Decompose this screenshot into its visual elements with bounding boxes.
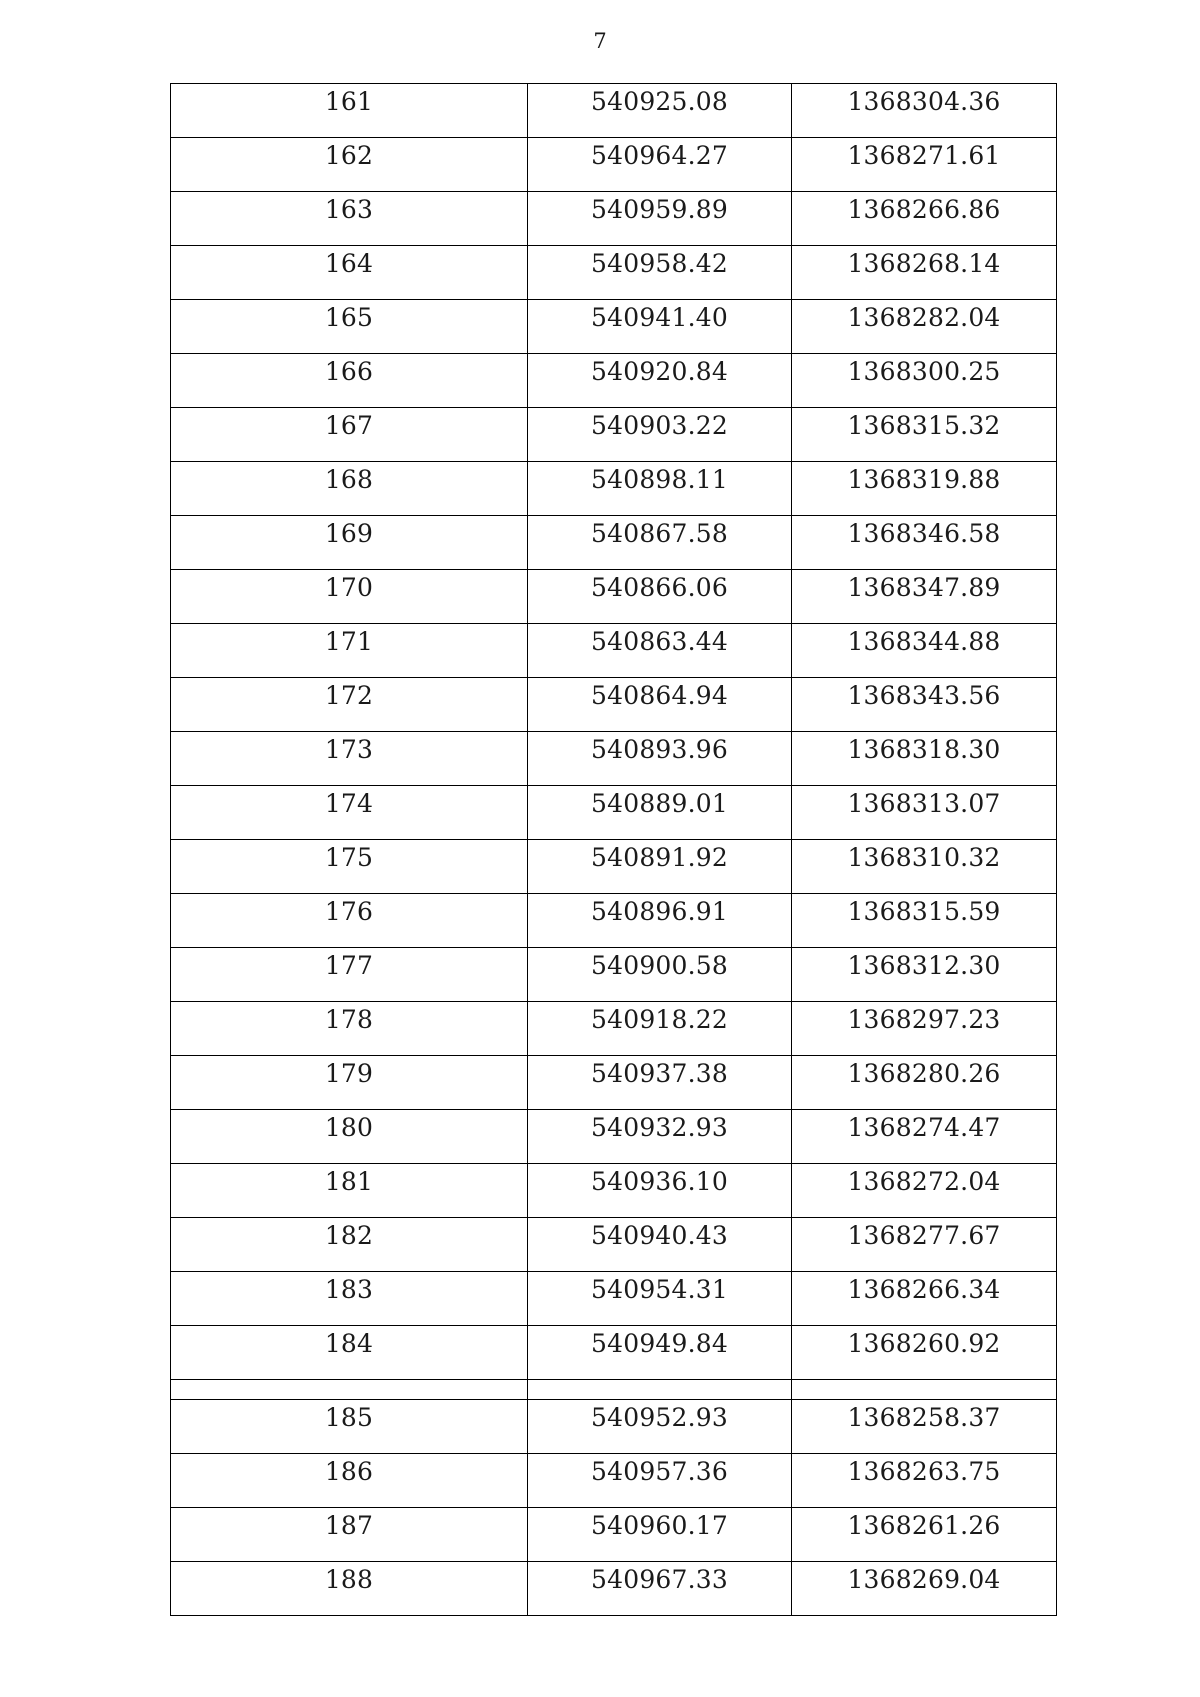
x-coordinate-cell: 540932.93 [528, 1110, 792, 1164]
x-coordinate-cell: 540900.58 [528, 948, 792, 1002]
y-coordinate-cell: 1368261.26 [792, 1508, 1057, 1562]
table-row [171, 1218, 1057, 1272]
point-number-cell: 181 [171, 1164, 528, 1218]
point-number-cell: 183 [171, 1272, 528, 1326]
table-row [171, 246, 1057, 300]
empty-cell [171, 1380, 528, 1400]
x-coordinate-cell: 540967.33 [528, 1562, 792, 1616]
y-coordinate-cell: 1368312.30 [792, 948, 1057, 1002]
point-number-cell: 167 [171, 408, 528, 462]
table-row [171, 300, 1057, 354]
point-number-cell: 172 [171, 678, 528, 732]
table-row [171, 1056, 1057, 1110]
x-coordinate-cell: 540889.01 [528, 786, 792, 840]
x-coordinate-cell: 540866.06 [528, 570, 792, 624]
x-coordinate-cell: 540893.96 [528, 732, 792, 786]
table-row [171, 354, 1057, 408]
table-row [171, 624, 1057, 678]
y-coordinate-cell: 1368297.23 [792, 1002, 1057, 1056]
y-coordinate-cell: 1368319.88 [792, 462, 1057, 516]
point-number-cell: 179 [171, 1056, 528, 1110]
y-coordinate-cell: 1368280.26 [792, 1056, 1057, 1110]
table-row [171, 1110, 1057, 1164]
coordinates-table-body [171, 84, 1057, 1616]
table-row [171, 570, 1057, 624]
point-number-cell: 170 [171, 570, 528, 624]
x-coordinate-cell: 540937.38 [528, 1056, 792, 1110]
y-coordinate-cell: 1368274.47 [792, 1110, 1057, 1164]
y-coordinate-cell: 1368304.36 [792, 84, 1057, 138]
x-coordinate-cell: 540952.93 [528, 1400, 792, 1454]
table-row [171, 894, 1057, 948]
x-coordinate-cell: 540891.92 [528, 840, 792, 894]
table-row [171, 84, 1057, 138]
x-coordinate-cell: 540958.42 [528, 246, 792, 300]
y-coordinate-cell: 1368266.34 [792, 1272, 1057, 1326]
table-row [171, 1272, 1057, 1326]
y-coordinate-cell: 1368347.89 [792, 570, 1057, 624]
table-row [171, 1002, 1057, 1056]
y-coordinate-cell: 1368344.88 [792, 624, 1057, 678]
x-coordinate-cell: 540898.11 [528, 462, 792, 516]
y-coordinate-cell: 1368260.92 [792, 1326, 1057, 1380]
x-coordinate-cell: 540959.89 [528, 192, 792, 246]
point-number-cell: 177 [171, 948, 528, 1002]
table-row [171, 948, 1057, 1002]
point-number-cell: 186 [171, 1454, 528, 1508]
x-coordinate-cell: 540920.84 [528, 354, 792, 408]
table-row [171, 138, 1057, 192]
x-coordinate-cell: 540957.36 [528, 1454, 792, 1508]
table-row [171, 840, 1057, 894]
x-coordinate-cell: 540954.31 [528, 1272, 792, 1326]
x-coordinate-cell: 540918.22 [528, 1002, 792, 1056]
x-coordinate-cell: 540949.84 [528, 1326, 792, 1380]
y-coordinate-cell: 1368300.25 [792, 354, 1057, 408]
table-row [171, 1164, 1057, 1218]
table-row [171, 678, 1057, 732]
point-number-cell: 169 [171, 516, 528, 570]
page-number: 7 [593, 29, 607, 53]
y-coordinate-cell: 1368268.14 [792, 246, 1057, 300]
y-coordinate-cell: 1368263.75 [792, 1454, 1057, 1508]
y-coordinate-cell: 1368310.32 [792, 840, 1057, 894]
point-number-cell: 182 [171, 1218, 528, 1272]
y-coordinate-cell: 1368282.04 [792, 300, 1057, 354]
point-number-cell: 173 [171, 732, 528, 786]
point-number-cell: 174 [171, 786, 528, 840]
x-coordinate-cell: 540940.43 [528, 1218, 792, 1272]
point-number-cell: 165 [171, 300, 528, 354]
table-row [171, 1562, 1057, 1616]
table-row [171, 732, 1057, 786]
point-number-cell: 180 [171, 1110, 528, 1164]
y-coordinate-cell: 1368343.56 [792, 678, 1057, 732]
point-number-cell: 176 [171, 894, 528, 948]
y-coordinate-cell: 1368269.04 [792, 1562, 1057, 1616]
table-row [171, 192, 1057, 246]
table-row [171, 462, 1057, 516]
table-row [171, 408, 1057, 462]
point-number-cell: 171 [171, 624, 528, 678]
table-row [171, 786, 1057, 840]
table-row [171, 1326, 1057, 1380]
y-coordinate-cell: 1368258.37 [792, 1400, 1057, 1454]
y-coordinate-cell: 1368272.04 [792, 1164, 1057, 1218]
table-separator-row [171, 1380, 1057, 1400]
y-coordinate-cell: 1368313.07 [792, 786, 1057, 840]
point-number-cell: 166 [171, 354, 528, 408]
empty-cell [528, 1380, 792, 1400]
table-row [171, 1454, 1057, 1508]
table-row [171, 1508, 1057, 1562]
table-row [171, 516, 1057, 570]
point-number-cell: 184 [171, 1326, 528, 1380]
x-coordinate-cell: 540896.91 [528, 894, 792, 948]
x-coordinate-cell: 540941.40 [528, 300, 792, 354]
x-coordinate-cell: 540863.44 [528, 624, 792, 678]
x-coordinate-cell: 540964.27 [528, 138, 792, 192]
point-number-cell: 185 [171, 1400, 528, 1454]
x-coordinate-cell: 540960.17 [528, 1508, 792, 1562]
point-number-cell: 164 [171, 246, 528, 300]
empty-cell [792, 1380, 1057, 1400]
point-number-cell: 168 [171, 462, 528, 516]
table-row [171, 1400, 1057, 1454]
y-coordinate-cell: 1368271.61 [792, 138, 1057, 192]
y-coordinate-cell: 1368318.30 [792, 732, 1057, 786]
point-number-cell: 178 [171, 1002, 528, 1056]
point-number-cell: 162 [171, 138, 528, 192]
y-coordinate-cell: 1368266.86 [792, 192, 1057, 246]
point-number-cell: 161 [171, 84, 528, 138]
x-coordinate-cell: 540864.94 [528, 678, 792, 732]
point-number-cell: 188 [171, 1562, 528, 1616]
x-coordinate-cell: 540925.08 [528, 84, 792, 138]
y-coordinate-cell: 1368315.32 [792, 408, 1057, 462]
y-coordinate-cell: 1368346.58 [792, 516, 1057, 570]
point-number-cell: 163 [171, 192, 528, 246]
x-coordinate-cell: 540867.58 [528, 516, 792, 570]
y-coordinate-cell: 1368315.59 [792, 894, 1057, 948]
x-coordinate-cell: 540936.10 [528, 1164, 792, 1218]
y-coordinate-cell: 1368277.67 [792, 1218, 1057, 1272]
point-number-cell: 187 [171, 1508, 528, 1562]
x-coordinate-cell: 540903.22 [528, 408, 792, 462]
point-number-cell: 175 [171, 840, 528, 894]
coordinates-table [170, 83, 1057, 1616]
